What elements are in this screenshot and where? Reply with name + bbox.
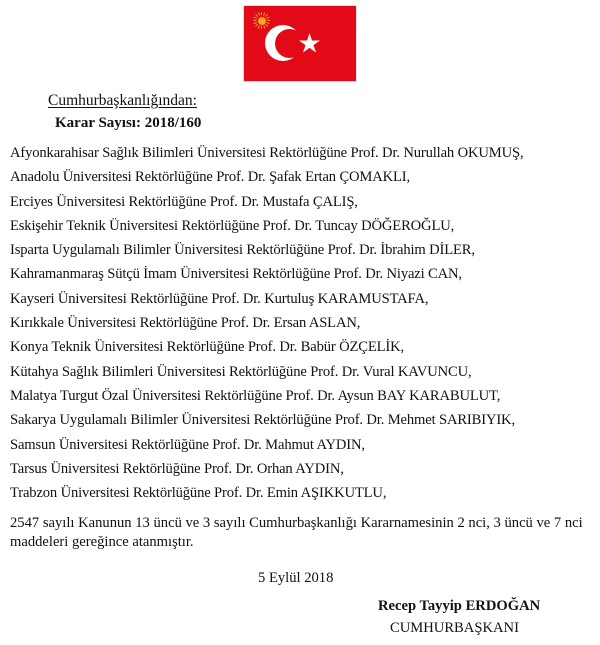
appointment-line: Isparta Uygulamalı Bilimler Üniversitesi Rektörlüğüne Prof. Dr. İbrahim DİLER,: [10, 242, 475, 259]
signatory-title: CUMHURBAŞKANI: [390, 620, 519, 636]
legal-basis-paragraph: 2547 sayılı Kanunun 13 üncü ve 3 sayılı Cumhurbaşkanlığı Kararnamesinin 2 nci, 3 üncü ve 7 nci maddeleri gereğince atanmıştır.: [10, 515, 583, 550]
appointment-line: Erciyes Üniversitesi Rektörlüğüne Prof. Dr. Mustafa ÇALIŞ,: [10, 193, 358, 210]
appointment-list: [10, 141, 595, 505]
flag-field: [244, 6, 356, 81]
decree-date: 5 Eylül 2018: [258, 570, 334, 586]
signatory-name: Recep Tayyip ERDOĞAN: [378, 598, 541, 614]
crescent-cutout: [275, 29, 304, 58]
appointment-line: Sakarya Uygulamalı Bilimler Üniversitesi Rektörlüğüne Prof. Dr. Mehmet SARIBIYIK,: [10, 412, 515, 429]
appointment-line: Kütahya Sağlık Bilimleri Üniversitesi Rektörlüğüne Prof. Dr. Vural KAVUNCU,: [10, 363, 472, 380]
appointment-line: Malatya Turgut Özal Üniversitesi Rektörlüğüne Prof. Dr. Aysun BAY KARABULUT,: [10, 387, 501, 404]
appointment-line: Afyonkarahisar Sağlık Bilimleri Üniversitesi Rektörlüğüne Prof. Dr. Nurullah OKUMUŞ,: [10, 145, 524, 161]
appointment-line: Samsun Üniversitesi Rektörlüğüne Prof. Dr. Mahmut AYDIN,: [10, 436, 365, 453]
appointment-line: Anadolu Üniversitesi Rektörlüğüne Prof. Dr. Şafak Ertan ÇOMAKLI,: [10, 169, 411, 186]
turkish-flag: [0, 6, 600, 81]
appointment-line: Kırıkkale Üniversitesi Rektörlüğüne Prof. Dr. Ersan ASLAN,: [10, 315, 361, 332]
appointment-line: Tarsus Üniversitesi Rektörlüğüne Prof. Dr. Orhan AYDIN,: [10, 460, 344, 477]
decision-number: Karar Sayısı: 2018/160: [55, 115, 202, 131]
presidency-sun-icon: [253, 12, 270, 29]
appointment-line: Konya Teknik Üniversitesi Rektörlüğüne Prof. Dr. Babür ÖZÇELİK,: [10, 339, 405, 356]
appointment-line: Kahramanmaraş Sütçü İmam Üniversitesi Rektörlüğüne Prof. Dr. Niyazi CAN,: [10, 266, 462, 283]
issuing-authority: Cumhurbaşkanlığından:: [48, 92, 197, 109]
appointment-line: Kayseri Üniversitesi Rektörlüğüne Prof. Dr. Kurtuluş KARAMUSTAFA,: [10, 290, 429, 307]
appointment-line: Eskişehir Teknik Üniversitesi Rektörlüğüne Prof. Dr. Tuncay DÖĞEROĞLU,: [10, 217, 455, 234]
appointment-line: Trabzon Üniversitesi Rektörlüğüne Prof. Dr. Emin AŞIKKUTLU,: [10, 485, 387, 502]
